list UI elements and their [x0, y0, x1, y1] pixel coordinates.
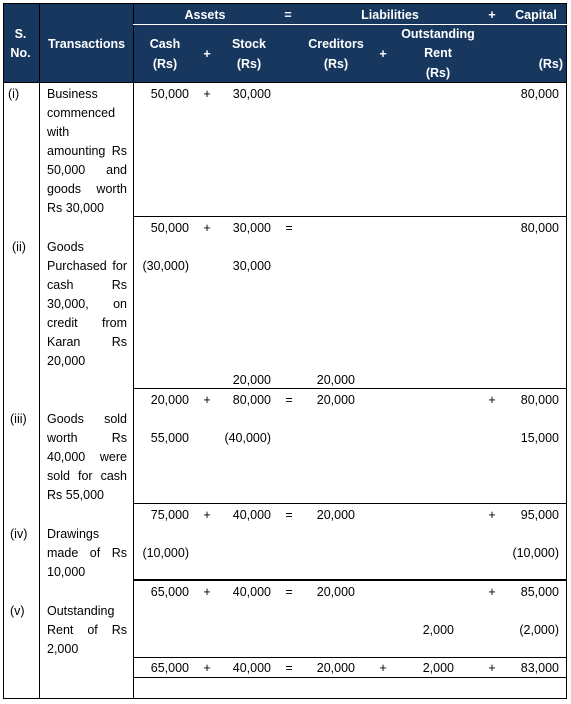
row1-stock: 30,000: [232, 87, 271, 101]
header-cash-unit: (Rs): [152, 57, 178, 71]
row2-bal-capital: 80,000: [520, 221, 559, 235]
row3-bal-plus-capital: +: [488, 393, 496, 407]
header-plus-2: +: [379, 47, 387, 61]
header-rent: Outstanding Rent: [401, 27, 475, 60]
row4-bal-plus-capital: +: [488, 508, 496, 522]
row1-text: Business commenced with amounting Rs 50,000 and goods worth Rs 30,000: [47, 87, 127, 215]
row4-bal-cash: 75,000: [150, 508, 189, 522]
row-line-3: [133, 503, 567, 504]
row3-sno: (iii): [10, 412, 27, 426]
total-stock: 40,000: [232, 661, 271, 675]
header-plus-1: +: [203, 47, 211, 61]
border-top: [3, 3, 567, 4]
row1-cash: 50,000: [150, 87, 189, 101]
row4-sno: (iv): [10, 527, 28, 541]
row2-text: Goods Purchased for cash Rs 30,000, on credit from Karan Rs 20,000: [47, 240, 127, 368]
row3-capital: 15,000: [520, 431, 559, 445]
header-bottom-line: [3, 82, 567, 83]
header-capital-unit: (Rs): [538, 57, 563, 71]
row2-bal-plus: +: [203, 221, 211, 235]
row5-text: Outstanding Rent of Rs 2,000: [47, 604, 127, 656]
total-eq: =: [285, 661, 293, 675]
total-rent: 2,000: [422, 661, 454, 675]
row2-bal-cash: 50,000: [150, 221, 189, 235]
row5-capital: (2,000): [519, 623, 559, 637]
row5-bal-plus-capital: +: [488, 585, 496, 599]
row4-text: Drawings made of Rs 10,000: [47, 527, 127, 579]
row3-cash: 55,000: [150, 431, 189, 445]
row2-sno: (ii): [12, 240, 26, 254]
row-line-4: [133, 579, 567, 581]
header-cash: Cash: [149, 37, 181, 51]
row3-bal-creditors: 20,000: [316, 393, 355, 407]
total-plus-1: +: [203, 661, 211, 675]
row4-bal-capital: 95,000: [520, 508, 559, 522]
header-sno: S. No.: [10, 27, 31, 60]
header-underline-top: [133, 24, 567, 25]
row2-cash: (30,000): [142, 259, 189, 273]
row1-sno: (i): [8, 87, 20, 101]
header-capital: Capital: [515, 8, 557, 22]
row5-bal-stock: 40,000: [232, 585, 271, 599]
header-equals: =: [284, 8, 292, 22]
row5-rent: 2,000: [422, 623, 454, 637]
divider-sno: [39, 3, 40, 699]
row4-cash: (10,000): [142, 546, 189, 560]
row3-bal-capital: 80,000: [520, 393, 559, 407]
row4-bal-creditors: 20,000: [316, 508, 355, 522]
header-stock-unit: (Rs): [236, 57, 262, 71]
header-rent-unit: (Rs): [425, 66, 451, 80]
total-cash: 65,000: [150, 661, 189, 675]
header-liabilities: Liabilities: [361, 8, 419, 22]
total-creditors: 20,000: [316, 661, 355, 675]
row5-sno: (v): [10, 604, 25, 618]
border-bottom: [3, 698, 567, 699]
border-left: [3, 3, 4, 699]
header-creditors-unit: (Rs): [323, 57, 349, 71]
total-plus-3: +: [488, 661, 496, 675]
row1-capital: 80,000: [520, 87, 559, 101]
row4-bal-stock: 40,000: [232, 508, 271, 522]
row3-stock: (40,000): [224, 431, 271, 445]
row2-bal-eq: =: [285, 221, 293, 235]
row5-bal-capital: 85,000: [520, 585, 559, 599]
row3-bal-stock: 80,000: [232, 393, 271, 407]
row5-bal-creditors: 20,000: [316, 585, 355, 599]
header-transactions: Transactions: [47, 37, 126, 51]
header-stock: Stock: [231, 37, 267, 51]
row-line-5: [133, 657, 567, 658]
row2-stock-credit: 20,000: [232, 373, 271, 387]
total-plus-2: +: [379, 661, 387, 675]
row4-bal-eq: =: [285, 508, 293, 522]
row4-bal-plus: +: [203, 508, 211, 522]
row2-creditors: 20,000: [316, 373, 355, 387]
row5-bal-eq: =: [285, 585, 293, 599]
row5-bal-cash: 65,000: [150, 585, 189, 599]
row3-bal-plus: +: [203, 393, 211, 407]
row1-plus: +: [203, 87, 211, 101]
row2-stock: 30,000: [232, 259, 271, 273]
header-creditors: Creditors: [308, 37, 364, 51]
border-right: [566, 3, 567, 699]
row2-bal-stock: 30,000: [232, 221, 271, 235]
row-line-1: [133, 216, 567, 217]
header-assets: Assets: [184, 8, 226, 22]
row3-bal-eq: =: [285, 393, 293, 407]
row5-bal-plus: +: [203, 585, 211, 599]
total-capital: 83,000: [520, 661, 559, 675]
row3-text: Goods sold worth Rs 40,000 were sold for cash Rs 55,000: [47, 412, 127, 502]
header-plus: +: [488, 8, 496, 22]
row3-bal-cash: 20,000: [150, 393, 189, 407]
row4-capital: (10,000): [512, 546, 559, 560]
